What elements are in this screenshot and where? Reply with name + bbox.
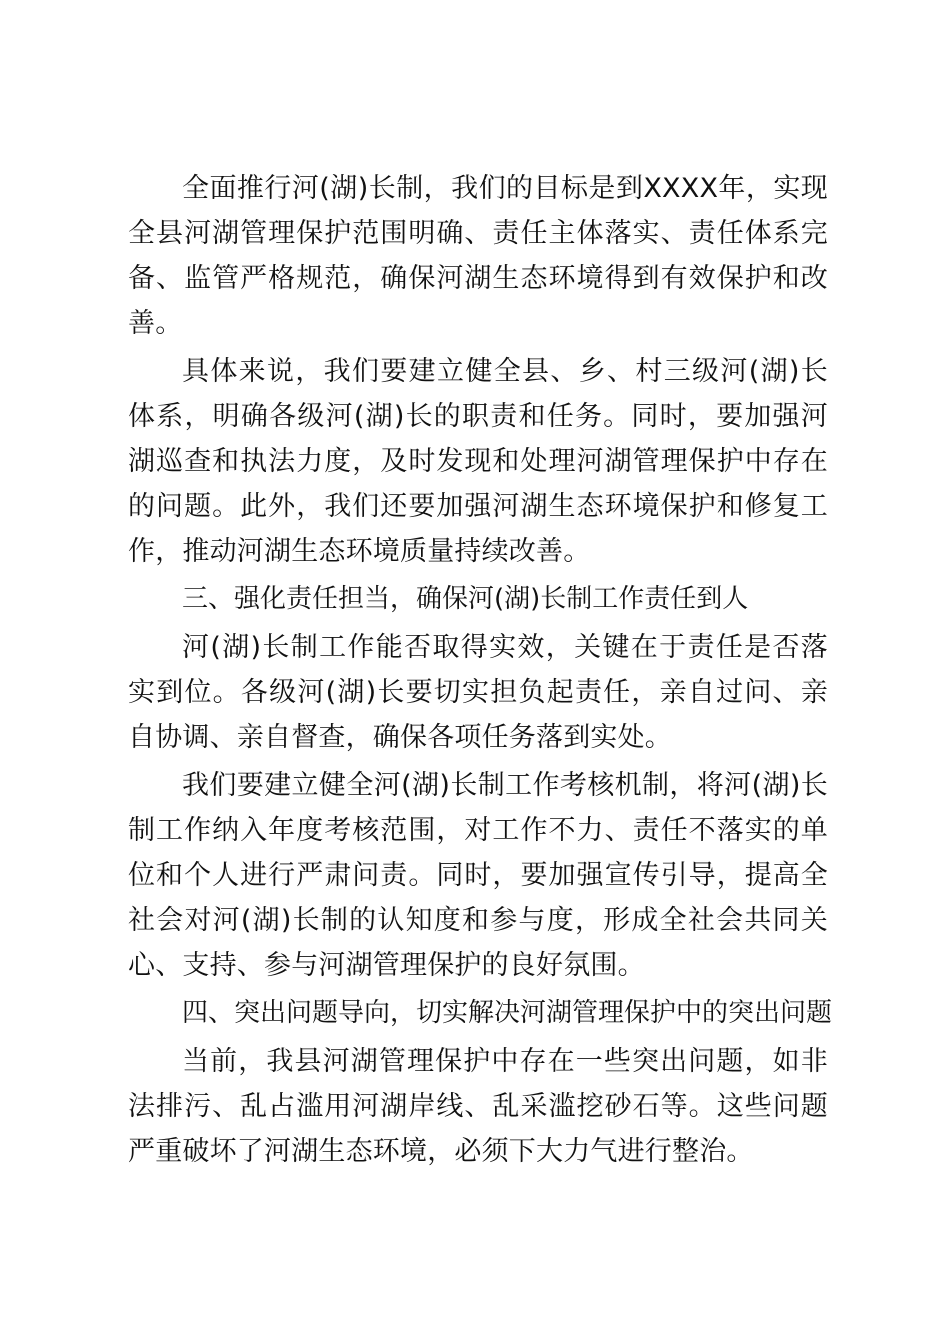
document-body [128,166,833,1177]
body-paragraph: 我们要建立健全河(湖)长制工作考核机制，将河(湖)长制工作纳入年度考核范围，对工作不力、责任不落实的单位和个人进行严肃问责。同时，要加强宣传引导，提高全社会对河(湖)长制的认知度和参与度，形成全社会共同关心、支持、参与河湖管理保护的良好氛围。 [128,770,828,981]
body-paragraph: 当前，我县河湖管理保护中存在一些突出问题，如非法排污、乱占滥用河湖岸线、乱采滥挖砂石等。这些问题严重破坏了河湖生态环境，必须下大力气进行整治。 [128,1046,828,1167]
section-heading: 三、强化责任担当，确保河(湖)长制工作责任到人 [182,584,749,614]
body-paragraph: 河(湖)长制工作能否取得实效，关键在于责任是否落实到位。各级河(湖)长要切实担负起责任，亲自过问、亲自协调、亲自督查，确保各项任务落到实处。 [128,632,828,753]
section-heading: 四、突出问题导向，切实解决河湖管理保护中的突出问题 [182,998,833,1028]
body-paragraph: 全面推行河(湖)长制，我们的目标是到XXXX年，实现全县河湖管理保护范围明确、责任主体落实、责任体系完备、监管严格规范，确保河湖生态环境得到有效保护和改善。 [128,173,828,339]
body-paragraph: 具体来说，我们要建立健全县、乡、村三级河(湖)长体系，明确各级河(湖)长的职责和任务。同时，要加强河湖巡查和执法力度，及时发现和处理河湖管理保护中存在的问题。此外，我们还要加强河湖生态环境保护和修复工作，推动河湖生态环境质量持续改善。 [128,356,828,567]
